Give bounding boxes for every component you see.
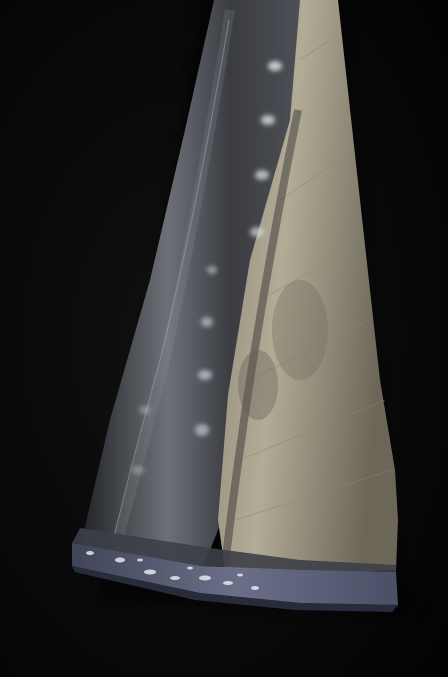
fabric-stain: [272, 280, 328, 380]
